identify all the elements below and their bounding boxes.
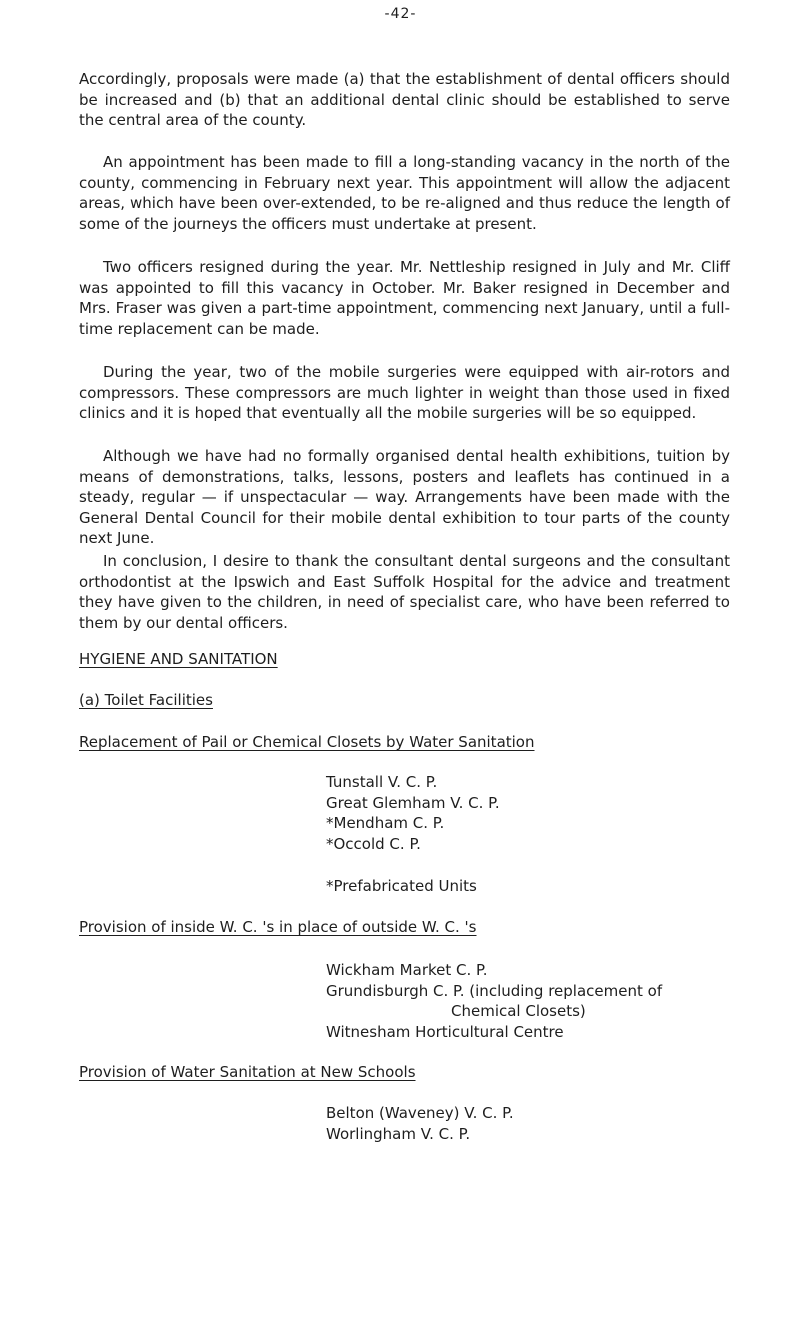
list-item: Grundisburgh C. P. (including replacement of: [326, 981, 663, 1000]
heading-replacement-closets: Replacement of Pail or Chemical Closets by Water Sanitation: [79, 733, 535, 751]
list-item: *Mendham C. P.: [326, 814, 445, 832]
heading-new-schools: Provision of Water Sanitation at New Schools: [79, 1063, 416, 1081]
list-item: Belton (Waveney) V. C. P.: [326, 1104, 514, 1122]
paragraph-mobile-surgeries: During the year, two of the mobile surgeries were equipped with air-rotors and compressors. These compressors are much lighter in weight than those used in fixed clinics and it is hoped that eventually all the mobile surgeries will be so equipped.: [79, 363, 730, 422]
paragraph-proposals: Accordingly, proposals were made (a) that the establishment of dental officers should be increased and (b) that an additional dental clinic should be established to serve the central area of the county.: [79, 70, 730, 129]
heading-inside-wc-provision: Provision of inside W. C. 's in place of outside W. C. 's: [79, 918, 477, 936]
replacement-schools-list: [326, 772, 500, 854]
list-item-continuation: Chemical Closets): [451, 1002, 586, 1020]
list-item: Tunstall V. C. P.: [326, 773, 438, 791]
list-item: Great Glemham V. C. P.: [326, 793, 500, 812]
inside-wc-list: [326, 960, 662, 1042]
prefabricated-units-note: *Prefabricated Units: [326, 877, 477, 895]
paragraph-dental-health-education: Although we have had no formally organised dental health exhibitions, tuition by means of demonstrations, talks, lessons, posters and leaflets has continued in a steady, regular — if unspectacular — way. Arrangements have been made with the General Dental Council for their mobile dental exhibition to tour parts of the county next June.: [79, 447, 730, 547]
page-number: -42-: [384, 6, 417, 22]
list-item: Witnesham Horticultural Centre: [326, 1022, 564, 1041]
paragraph-conclusion: In conclusion, I desire to thank the consultant dental surgeons and the consultant orthodontist at the Ipswich and East Suffolk Hospital for the advice and treatment they have given to the children, in need of specialist care, who have been referred to them by our dental officers.: [79, 552, 730, 632]
paragraph-appointment: An appointment has been made to fill a long-standing vacancy in the north of the county, commencing in February next year. This appointment will allow the adjacent areas, which have been over-extended, to be re-aligned and thus reduce the length of some of the journeys the officers must undertake at present.: [79, 153, 730, 233]
heading-toilet-facilities: (a) Toilet Facilities: [79, 691, 213, 709]
new-schools-list: [326, 1103, 514, 1144]
list-item: *Occold C. P.: [326, 834, 421, 853]
heading-hygiene-and-sanitation: HYGIENE AND SANITATION: [79, 650, 278, 668]
list-item: Worlingham V. C. P.: [326, 1124, 471, 1143]
paragraph-resignations: Two officers resigned during the year. Mr. Nettleship resigned in July and Mr. Cliff was appointed to fill this vacancy in October. Mr. Baker resigned in December and Mrs. Fraser was given a part-time appointment, commencing next January, until a full-time replacement can be made.: [79, 258, 730, 338]
list-item: Wickham Market C. P.: [326, 961, 488, 979]
